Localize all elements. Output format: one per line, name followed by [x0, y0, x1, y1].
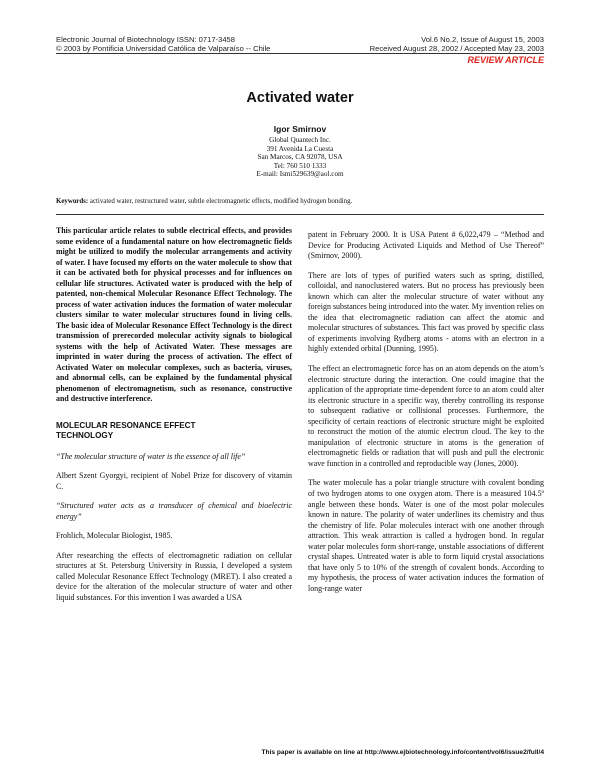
dates-line: Received August 28, 2002 / Accepted May 23, 2003 — [369, 44, 544, 53]
keywords-rule — [56, 214, 544, 215]
affiliation-line: San Marcos, CA 92078, USA — [257, 153, 343, 162]
section-heading-line: MOLECULAR RESONANCE EFFECT — [56, 420, 196, 430]
body-paragraph: There are lots of types of purified waters such as spring, distilled, colloidal, and nanoclustered waters. But no process has previously been known which can alter the molecular structure of water without any foreign substances being introduced into the water. My invention relies on the idea that electromagnetic radiation can affect the atomic and molecular structures of substances. This fact was proved by specific class of experiments involving Rydberg atoms - atoms with an electron in a highly extended orbital (Dunning, 1995). — [308, 270, 544, 354]
right-column — [308, 230, 544, 604]
body-paragraph: After researching the effects of electromagnetic radiation on cellular structures at St. Petersburg University in Russia, I developed a system called Molecular Resonance Effect Technology (MRET). I also created a device for the alteration of the molecular structure of water and other liquid substances. For this invention I was awarded a USA — [56, 550, 292, 602]
section-heading — [56, 421, 292, 442]
left-column — [56, 226, 292, 613]
header-rule — [56, 53, 544, 54]
journal-name: Electronic Journal of Biotechnology ISSN: 0717-3458 — [56, 35, 235, 44]
author-affiliation — [0, 136, 600, 179]
journal-header-right — [370, 35, 544, 53]
body-paragraph: patent in February 2000. It is USA Patent # 6,022,479 – “Method and Device for Producing Activated Liquids and Method of Use Thereof” (Smirnov, 2000). — [308, 230, 544, 261]
epigraph-attribution: Albert Szent Gyorgyi, recipient of Nobel Prize for discovery of vitamin C. — [56, 471, 292, 491]
article-title: Activated water — [246, 90, 354, 106]
author-name: Igor Smirnov — [273, 124, 327, 134]
affiliation-line: Global Quantech Inc. — [269, 136, 331, 144]
section-heading-line: TECHNOLOGY — [56, 431, 114, 440]
section-label: REVIEW ARTICLE — [467, 55, 544, 65]
epigraph-attribution: Frohlich, Molecular Biologist, 1985. — [56, 531, 173, 541]
keywords-text: activated water, restructured water, subtle electromagnetic effects, modified hydrogen bonding. — [89, 198, 353, 205]
body-paragraph: The effect an electromagnetic force has on an atom depends on the atom’s electronic structure during the interaction. One could imagine that the application of the appropriate time-dependent force to an atom could alter its electronic structure in a specific way, thereby controlling its response to subsequent radiative or collisional processes. Furthermore, the specificity of certain reactions of electronic structure might be exploited to reconstruct the motion of the atomic electron cloud. The key to the manipulation of electronic structure in atoms is the generation of electromagnetic fields or radiation that will push and pull the electronic wave function in a controlled and reproducible way (Jones, 2000). — [308, 364, 544, 468]
journal-header-left — [56, 35, 270, 53]
copyright-line: © 2003 by Pontificia Universidad Católica de Valparaíso -- Chile — [56, 44, 271, 53]
issue-line: Vol.6 No.2, Issue of August 15, 2003 — [421, 35, 544, 44]
body-paragraph: The water molecule has a polar triangle structure with covalent bonding of two hydrogen atoms to one oxygen atom. There is a measured 104.5º angle between these bonds. Water is one of the most polar molecules known in nature. The polarity of water underlines its chemistry and thus the chemistry of life. Polar molecules interact with one another through attraction. This weak attraction is called a hydrogen bond. In regular water polar molecules form short-range, unstable associations of different crystal shapes. Untreated water is able to form liquid crystal associations that have only 5 to 10% of the strength of covalent bonds. According to my hypothesis, the process of water activation induces the formation of long-range water — [308, 478, 544, 593]
affiliation-line: 391 Avenida La Cuesta — [266, 144, 334, 153]
author-email: E-mail: Ismi529639@aol.com — [256, 170, 344, 179]
keywords — [56, 198, 544, 206]
keywords-label: Keywords: — [56, 198, 89, 205]
abstract: This particular article relates to subtle electrical effects, and provides some evidence of a fundamental nature on how electromagnetic fields might be utilized to modify the molecular arrangements and activity of water. I have focused my efforts on the water molecule to show that it can be activated both for physical processes and for influences on cellular life structures. Activated water is produced with the help of patented, non-chemical Molecular Resonance Effect Technology. The process of water activation induces the formation of water molecular clusters similar to water molecular structures found in living cells. The basic idea of Molecular Resonance Effect Technology is the direct transmission of prerecorded molecular activity signals to biological systems with the help of Activated Water. These messages are imprinted in water during the process of activation. The effect of Activated Water on molecular complexes, such as bacteria, viruses, and abnormal cells, can be explained by the fundamental physical phenomenon of electromagnetism, such as resonance, constructive and destructive interference. — [56, 226, 292, 403]
online-availability-footer: This paper is available on line at http://www.ejbiotechnology.info/content/vol6/issue2/full/4 — [261, 749, 544, 756]
affiliation-line: Tel: 760 510 1333 — [273, 161, 327, 170]
epigraph-quote: “The molecular structure of water is the essence of all life” — [56, 451, 246, 461]
epigraph-quote: “Structured water acts as a transducer of chemical and bioelectric energy” — [56, 501, 292, 521]
